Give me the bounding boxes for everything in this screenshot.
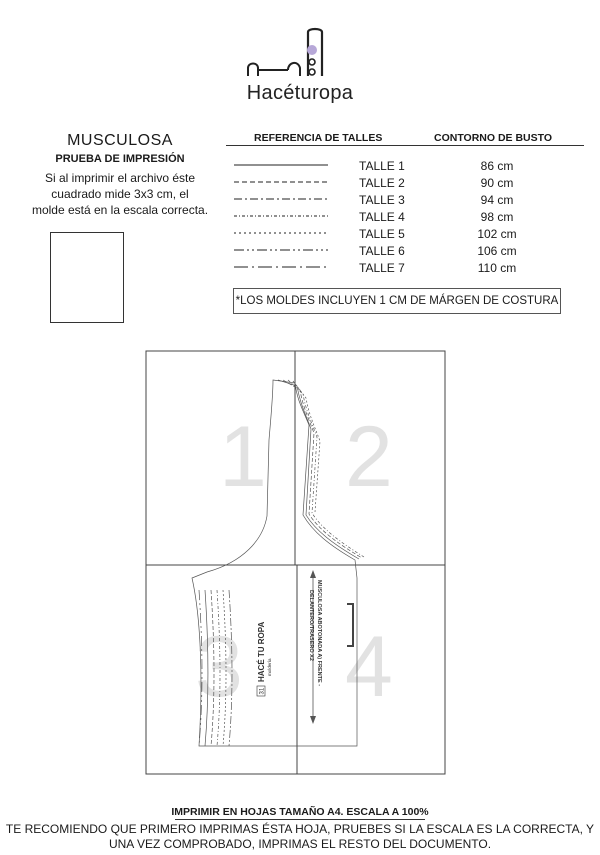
- size-row-name: TALLE 3: [359, 193, 405, 207]
- print-test-instructions: [0, 170, 240, 218]
- print-recommendation: [0, 822, 600, 852]
- seam-allowance-note: *LOS MOLDES INCLUYEN 1 CM DE MÁRGEN DE COSTURA: [233, 288, 561, 314]
- size-row-bust: 90 cm: [480, 176, 514, 190]
- size-row-bust: 94 cm: [480, 193, 514, 207]
- piece-brand-sub: moldería: [267, 658, 272, 676]
- size-row-bust: 102 cm: [477, 227, 517, 241]
- size-reference-header: REFERENCIA DE TALLES: [254, 132, 383, 144]
- print-test-subtitle: PRUEBA DE IMPRESIÓN: [55, 153, 185, 165]
- size-row-name: TALLE 4: [359, 210, 405, 224]
- size-row-bust: 106 cm: [477, 244, 517, 258]
- print-instruction-title: IMPRIMIR EN HOJAS TAMAÑO A4. ESCALA A 100%: [171, 806, 429, 818]
- size-row-bust: 86 cm: [480, 159, 514, 173]
- page-number-1: 1: [219, 409, 267, 505]
- piece-label-line1: MUSCULOSA ABOTONADA A) FRENTE -: [316, 580, 322, 687]
- bust-header: CONTORNO DE BUSTO: [434, 132, 553, 144]
- recommendation-line: TE RECOMIENDO QUE PRIMERO IMPRIMAS ÉSTA HOJA, PRUEBES SI LA ESCALA ES LA CORRECTA, Y: [5, 822, 595, 836]
- size-row-bust: 98 cm: [480, 210, 514, 224]
- instruction-line: molde está en la escala correcta.: [31, 203, 209, 217]
- size-row-name: TALLE 2: [359, 176, 405, 190]
- print-title-underline: [175, 819, 425, 820]
- instruction-line: cuadrado mide 3x3 cm, el: [51, 187, 189, 201]
- grainline-arrow-bottom: [310, 716, 316, 724]
- recommendation-line: UNA VEZ COMPROBADO, IMPRIMAS EL RESTO DEL DOCUMENTO.: [108, 837, 492, 851]
- test-square: [50, 232, 124, 323]
- pattern-title: MUSCULOSA: [67, 132, 173, 149]
- grainline-arrow-top: [310, 570, 316, 578]
- instruction-line: Si al imprimir el archivo éste: [44, 171, 196, 185]
- size-row-name: TALLE 5: [359, 227, 405, 241]
- size-row-name: TALLE 6: [359, 244, 405, 258]
- piece-brand-text: HACÉ TU ROPA: [257, 621, 266, 682]
- brand-logo-icon: [240, 26, 360, 82]
- brand-name: Hacéturopa: [246, 82, 354, 104]
- page-number-3: 3: [195, 619, 243, 715]
- page-layout-diagram: [145, 350, 447, 776]
- piece-label-line2: DELANTERO/TRASERO X2: [308, 590, 314, 661]
- size-row-name: TALLE 7: [359, 261, 405, 275]
- page-number-4: 4: [345, 619, 393, 715]
- size-row-bust: 110 cm: [477, 261, 517, 275]
- piece-size-badge: 31: [259, 687, 266, 695]
- table-header-rule: [226, 145, 584, 146]
- size-line-styles: [232, 158, 332, 276]
- page-number-2: 2: [345, 409, 393, 505]
- size-row-name: TALLE 1: [359, 159, 405, 173]
